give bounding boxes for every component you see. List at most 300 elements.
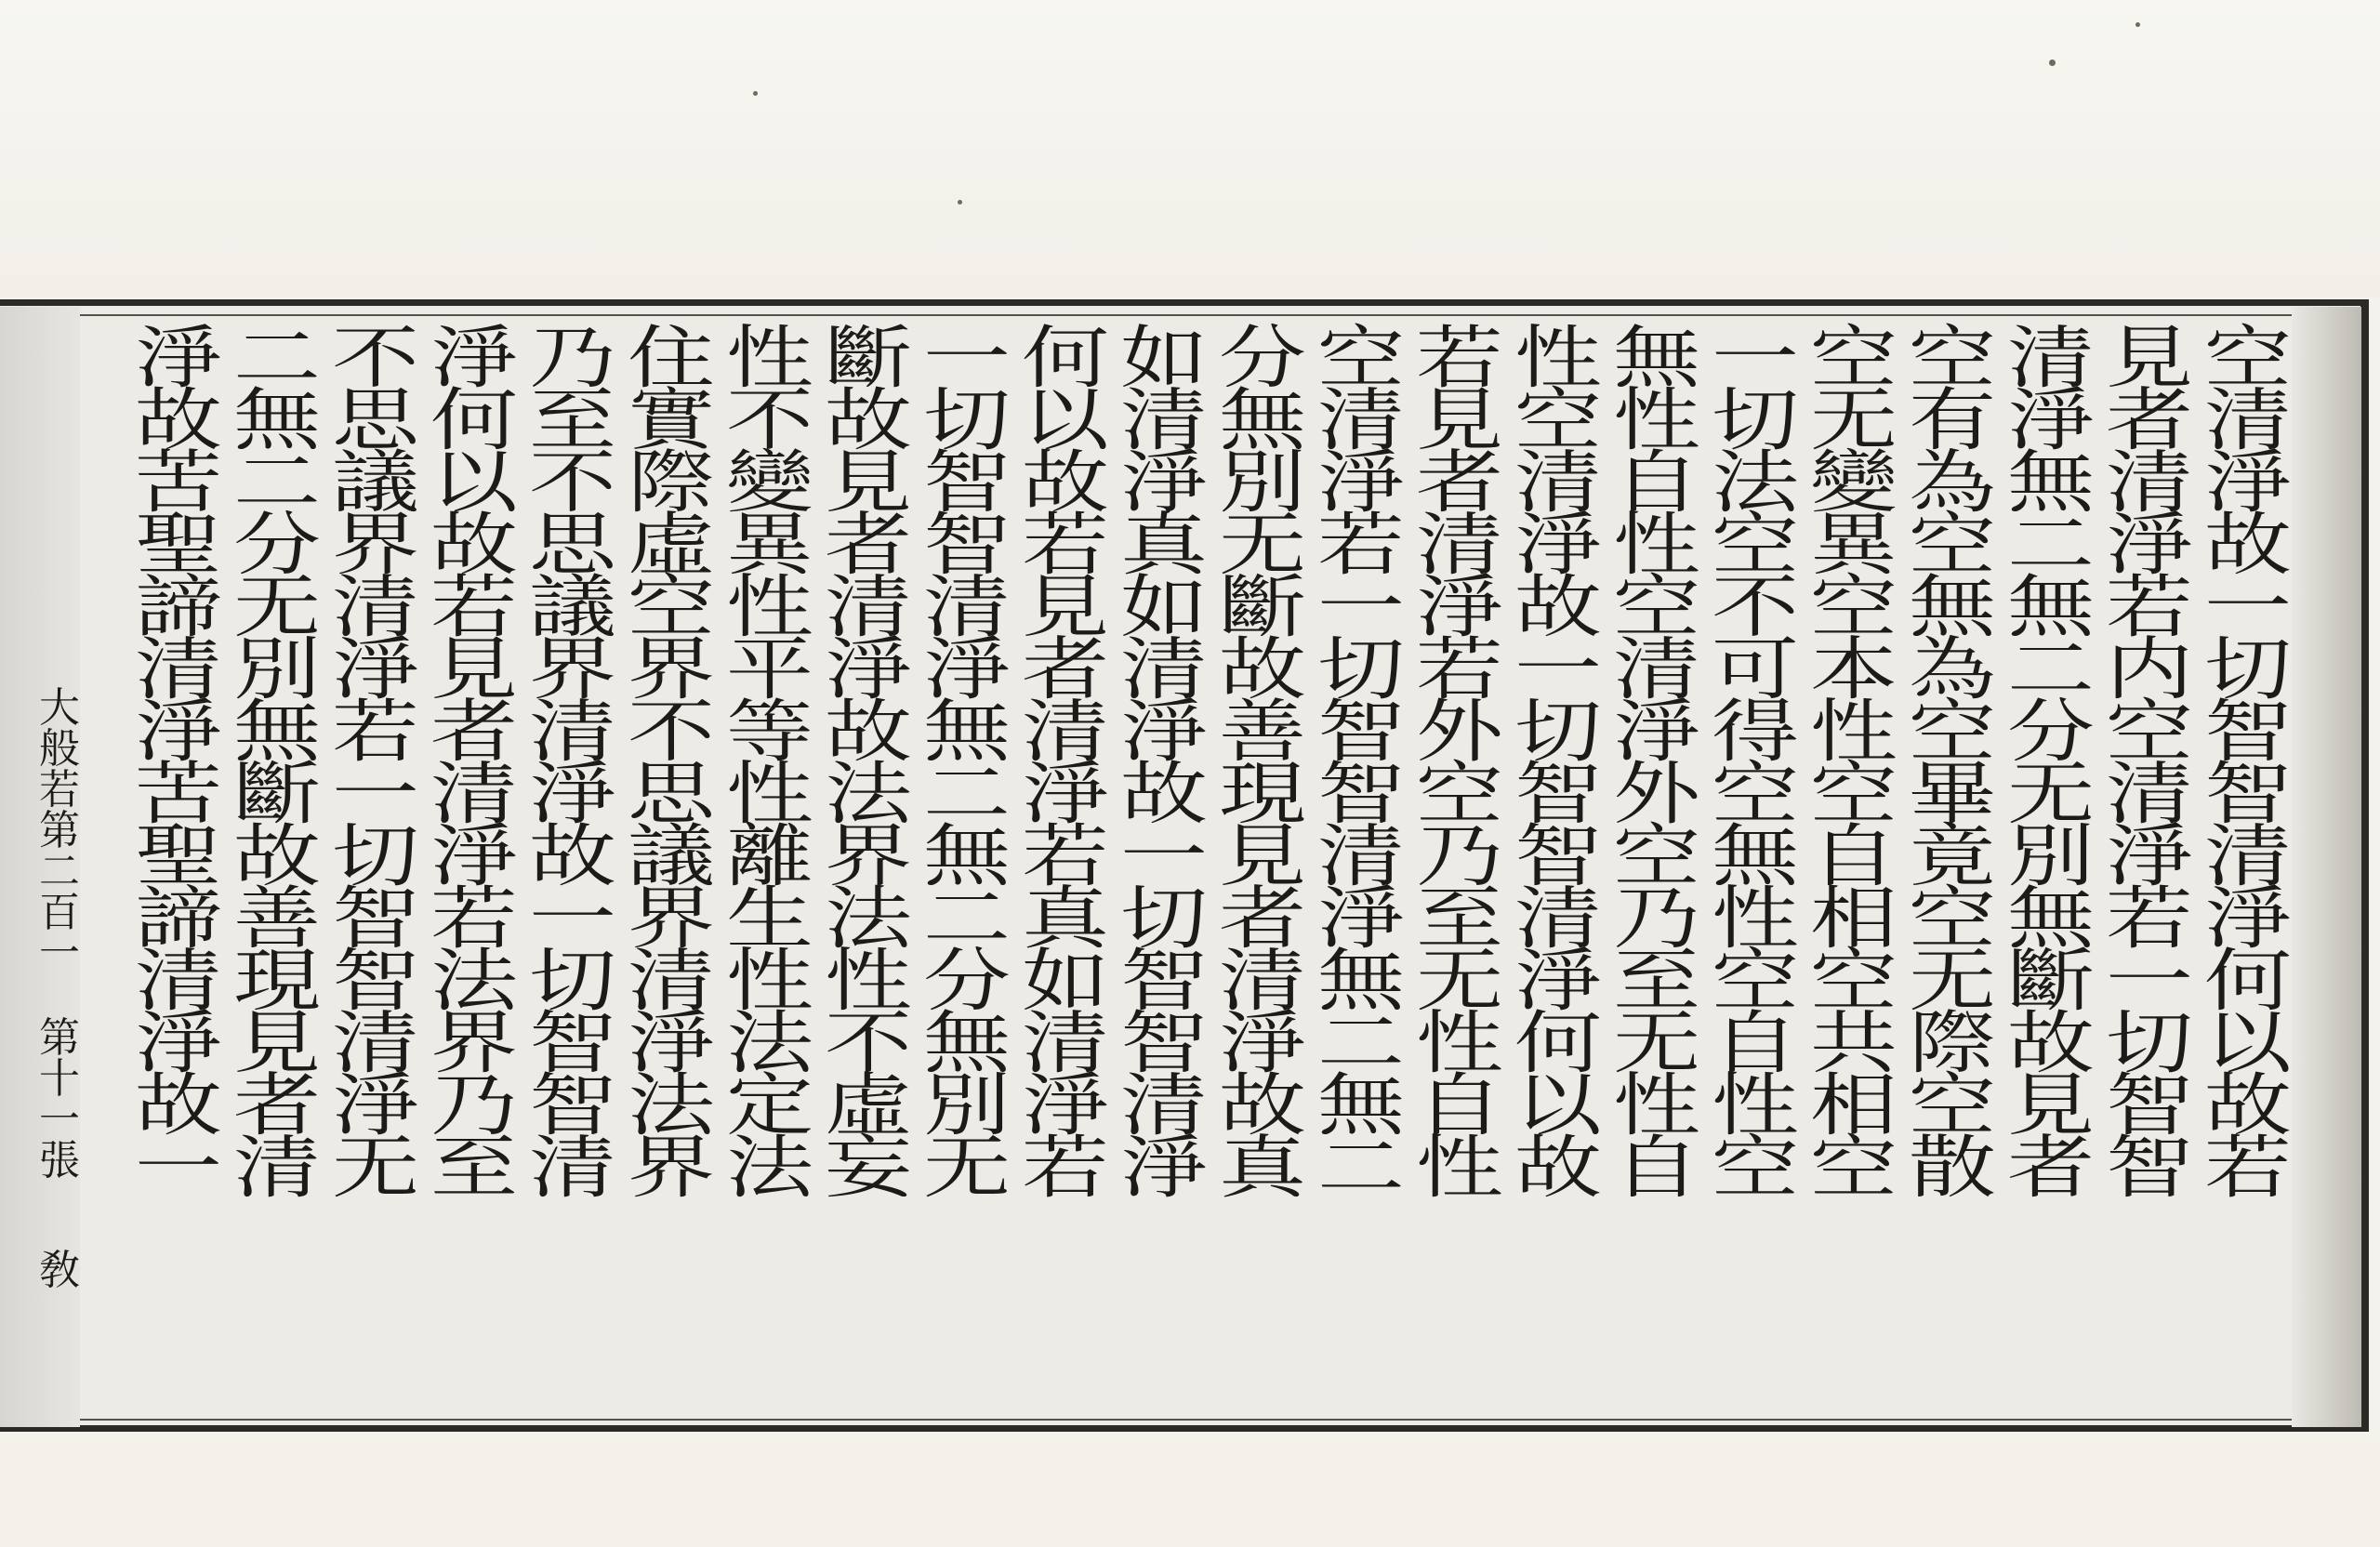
text-glyph: 清 [1119,380,1208,461]
text-glyph: 无 [922,1128,1011,1209]
text-glyph: 一 [2203,567,2292,648]
text-glyph: 空 [1316,318,1405,399]
text-glyph: 妄 [824,1128,912,1209]
text-glyph: 智 [2203,754,2292,835]
text-glyph: 現 [232,941,321,1022]
text-glyph: 清 [824,567,912,648]
text-glyph: 無 [1316,1065,1405,1146]
text-glyph: 聖 [134,816,222,897]
text-glyph: 淨 [1021,1065,1109,1146]
text-column [1210,318,1316,1387]
ink-speck [958,200,962,205]
text-glyph: 淨 [1612,692,1700,773]
text-glyph: 若 [2203,1128,2292,1209]
text-glyph: 清 [1021,692,1109,773]
text-glyph: 空 [1711,941,1799,1022]
text-glyph: 空 [1908,1065,1996,1146]
text-glyph: 清 [1021,1003,1109,1084]
text-glyph: 如 [1021,941,1109,1022]
text-glyph: 界 [627,629,715,710]
text-column [1604,318,1710,1387]
text-glyph: 淨 [824,629,912,710]
text-glyph: 性 [725,941,813,1022]
text-glyph: 自 [1415,1065,1503,1146]
text-glyph: 何 [430,380,518,461]
text-glyph: 界 [430,1003,518,1084]
text-glyph: 空 [1809,941,1897,1022]
text-glyph: 淨 [2203,443,2292,523]
text-glyph: 无 [1612,1003,1700,1084]
text-glyph: 空 [1711,505,1799,586]
text-glyph: 別 [232,629,321,710]
paper-top-margin [0,0,2380,298]
text-glyph: 性 [1612,380,1700,461]
text-column [618,318,724,1387]
text-glyph: 清 [1119,629,1208,710]
text-glyph: 清 [2105,754,2193,835]
margin-glyph: 第 [39,807,80,854]
margin-title-note [39,684,80,977]
text-glyph: 淨 [1316,443,1405,523]
text-glyph: 思 [528,505,616,586]
text-glyph: 清 [1316,816,1405,897]
text-glyph: 畢 [1908,754,1996,835]
text-glyph: 智 [1316,754,1405,835]
text-glyph: 若 [430,567,518,648]
text-glyph: 淨 [1119,692,1208,773]
text-glyph: 性 [1415,1003,1503,1084]
margin-glyph: 大 [39,684,80,732]
text-glyph: 性 [1612,505,1700,586]
text-glyph: 至 [528,380,616,461]
text-glyph: 故 [824,380,912,461]
text-column [1505,318,1611,1387]
text-glyph: 智 [2105,1065,2193,1146]
text-glyph: 無 [922,692,1011,773]
text-glyph: 清 [528,692,616,773]
text-glyph: 聖 [134,505,222,586]
margin-glyph: 百 [39,889,80,936]
text-glyph: 空 [1711,754,1799,835]
text-glyph: 性 [1711,879,1799,959]
text-glyph: 空 [1908,692,1996,773]
text-glyph: 變 [1809,443,1897,523]
text-glyph: 以 [1021,380,1109,461]
text-glyph: 二 [2006,629,2095,710]
text-column [323,318,429,1387]
text-glyph: 見 [430,629,518,710]
text-glyph: 諦 [134,567,222,648]
text-glyph: 思 [627,754,715,835]
text-glyph: 二 [922,879,1011,959]
text-glyph: 界 [627,1128,715,1209]
text-glyph: 无 [1809,380,1897,461]
text-glyph: 淨 [1119,443,1208,523]
text-glyph: 無 [232,692,321,773]
text-glyph: 无 [1415,941,1503,1022]
text-glyph: 不 [824,1003,912,1084]
text-glyph: 乃 [1612,879,1700,959]
text-glyph: 者 [1415,443,1503,523]
text-glyph: 清 [1218,941,1306,1022]
text-glyph: 淨 [331,629,419,710]
text-glyph: 共 [1809,1003,1897,1084]
text-column [1111,318,1217,1387]
text-glyph: 者 [430,692,518,773]
text-glyph: 切 [2105,1003,2193,1084]
text-glyph: 現 [1218,754,1306,835]
text-glyph: 故 [1218,1065,1306,1146]
text-glyph: 離 [725,816,813,897]
text-glyph: 智 [528,1003,616,1084]
text-glyph: 無 [232,380,321,461]
text-glyph: 見 [1021,567,1109,648]
text-glyph: 一 [2105,941,2193,1022]
text-glyph: 空 [1612,816,1700,897]
text-glyph: 淨 [1514,505,1602,586]
text-glyph: 故 [2203,505,2292,586]
text-glyph: 外 [1415,692,1503,773]
text-glyph: 若 [430,879,518,959]
text-column [1308,318,1414,1387]
text-glyph: 一 [922,318,1011,399]
text-glyph: 思 [331,380,419,461]
text-glyph: 清 [1415,505,1503,586]
text-glyph: 切 [1711,380,1799,461]
text-glyph: 議 [331,443,419,523]
text-glyph: 見 [232,1003,321,1084]
text-glyph: 際 [1908,1003,1996,1084]
text-glyph: 故 [528,816,616,897]
text-glyph: 斷 [1218,567,1306,648]
text-glyph: 者 [2006,1128,2095,1209]
text-glyph: 如 [1119,567,1208,648]
text-glyph: 性 [725,567,813,648]
text-glyph: 故 [2203,1065,2292,1146]
text-glyph: 法 [1711,443,1799,523]
text-glyph: 无 [232,567,321,648]
text-glyph: 分 [2006,692,2095,773]
text-glyph: 故 [2006,1003,2095,1084]
text-glyph: 際 [627,443,715,523]
text-glyph: 故 [232,816,321,897]
text-glyph: 何 [1514,1003,1602,1084]
text-glyph: 無 [1612,318,1700,399]
text-glyph: 法 [725,1128,813,1209]
text-column [126,318,231,1387]
text-glyph: 切 [2203,629,2292,710]
text-glyph: 住 [627,318,715,399]
text-glyph: 空 [1415,754,1503,835]
text-glyph: 二 [1316,1128,1405,1209]
text-glyph: 得 [1711,692,1799,773]
text-glyph: 二 [922,754,1011,835]
text-glyph: 者 [232,1065,321,1146]
text-glyph: 智 [1119,941,1208,1022]
text-column [914,318,1020,1387]
text-glyph: 無 [1711,816,1799,897]
text-glyph: 淨 [1316,879,1405,959]
text-glyph: 淨 [1021,754,1109,835]
text-glyph: 若 [1415,629,1503,710]
text-glyph: 散 [1908,1128,1996,1209]
text-column [1899,318,2005,1387]
text-glyph: 空 [1809,318,1897,399]
text-glyph: 善 [232,879,321,959]
text-glyph: 真 [1218,1128,1306,1209]
text-glyph: 不 [1711,567,1799,648]
text-glyph: 淨 [430,318,518,399]
text-glyph: 一 [134,1128,222,1209]
text-glyph: 法 [824,879,912,959]
text-glyph: 乃 [1415,816,1503,897]
text-glyph: 分 [922,941,1011,1022]
text-column [520,318,626,1387]
text-glyph: 何 [1021,318,1109,399]
text-glyph: 平 [725,629,813,710]
text-glyph: 性 [1612,1065,1700,1146]
text-glyph: 界 [824,816,912,897]
text-glyph: 清 [2006,318,2095,399]
text-glyph: 不 [725,380,813,461]
text-glyph: 一 [1514,629,1602,710]
text-glyph: 斷 [2006,941,2095,1022]
text-glyph: 苦 [134,443,222,523]
text-glyph: 無 [1908,567,1996,648]
text-glyph: 分 [232,505,321,586]
text-glyph: 若 [2105,567,2193,648]
text-glyph: 智 [1119,1003,1208,1084]
text-glyph: 切 [1119,879,1208,959]
text-glyph: 智 [1316,692,1405,773]
text-glyph: 性 [725,754,813,835]
text-glyph: 淨 [134,692,222,773]
text-glyph: 法 [627,1065,715,1146]
margin-glyph: 張 [39,1137,80,1184]
text-glyph: 清 [134,629,222,710]
text-glyph: 以 [1514,1065,1602,1146]
text-glyph: 空 [1908,318,1996,399]
text-glyph: 相 [1809,1065,1897,1146]
text-glyph: 淨 [430,816,518,897]
text-glyph: 善 [1218,692,1306,773]
text-glyph: 故 [1514,1128,1602,1209]
text-glyph: 法 [430,941,518,1022]
text-glyph: 淨 [1119,1128,1208,1209]
text-glyph: 淨 [922,629,1011,710]
text-glyph: 空 [1809,754,1897,835]
text-glyph: 空 [1612,567,1700,648]
text-glyph: 相 [1809,879,1897,959]
text-glyph: 切 [331,816,419,897]
text-glyph: 故 [430,505,518,586]
text-glyph: 議 [528,567,616,648]
text-glyph: 別 [2006,816,2095,897]
text-glyph: 定 [725,1065,813,1146]
text-glyph: 故 [824,692,912,773]
text-glyph: 見 [2105,318,2193,399]
text-glyph: 無 [1316,941,1405,1022]
text-glyph: 一 [528,879,616,959]
text-glyph: 淨 [2105,816,2193,897]
text-glyph: 无 [1218,505,1306,586]
text-glyph: 至 [1612,941,1700,1022]
text-glyph: 法 [824,754,912,835]
text-glyph: 智 [1514,816,1602,897]
margin-glyph: 一 [39,930,80,977]
text-glyph: 无 [1908,941,1996,1022]
text-glyph: 生 [725,879,813,959]
text-column [1998,318,2104,1387]
text-glyph: 无 [2006,754,2095,835]
text-glyph: 空 [2105,692,2193,773]
ink-speck [2049,60,2056,66]
text-glyph: 切 [528,941,616,1022]
text-glyph: 淨 [2006,380,2095,461]
text-glyph: 性 [824,941,912,1022]
text-glyph: 別 [1218,443,1306,523]
margin-glyph: 十 [39,1055,80,1103]
text-glyph: 至 [1415,879,1503,959]
margin-glyph: 一 [39,1096,80,1144]
text-glyph: 性 [725,318,813,399]
text-glyph: 淨 [528,754,616,835]
text-glyph: 虛 [627,505,715,586]
text-glyph: 變 [725,443,813,523]
text-glyph: 二 [2006,505,2095,586]
text-glyph: 為 [1908,629,1996,710]
margin-glyph: 若 [39,766,80,813]
text-glyph: 法 [725,1003,813,1084]
text-glyph: 見 [824,443,912,523]
text-glyph: 切 [922,380,1011,461]
text-glyph: 空 [627,567,715,648]
text-glyph: 外 [1612,754,1700,835]
text-glyph: 若 [1021,816,1109,897]
text-glyph: 故 [1514,567,1602,648]
text-glyph: 不 [627,692,715,773]
text-column [1702,318,1808,1387]
text-glyph: 界 [331,505,419,586]
text-glyph: 智 [2105,1128,2193,1209]
text-glyph: 何 [2203,941,2292,1022]
text-glyph: 淨 [1514,941,1602,1022]
text-glyph: 自 [1612,443,1700,523]
text-glyph: 智 [922,505,1011,586]
text-glyph: 清 [2203,380,2292,461]
text-glyph: 清 [430,754,518,835]
text-glyph: 若 [1415,318,1503,399]
text-glyph: 異 [725,505,813,586]
text-glyph: 空 [1908,879,1996,959]
text-glyph: 无 [331,1128,419,1209]
text-glyph: 不 [331,318,419,399]
text-glyph: 自 [1612,1128,1700,1209]
text-glyph: 有 [1908,380,1996,461]
right-edge-shadow [2292,307,2361,1427]
text-glyph: 智 [528,1065,616,1146]
text-column [421,318,527,1387]
text-glyph: 清 [2105,443,2193,523]
text-glyph: 淨 [2105,505,2193,586]
text-glyph: 見 [1218,816,1306,897]
text-glyph: 清 [528,1128,616,1209]
text-glyph: 真 [1119,505,1208,586]
text-column [2195,318,2301,1387]
text-glyph: 無 [2006,879,2095,959]
margin-carver-mark [39,1247,80,1294]
margin-glyph: 敎 [39,1247,80,1294]
text-glyph: 清 [134,941,222,1022]
text-glyph: 内 [2105,629,2193,710]
text-glyph: 空 [1711,1128,1799,1209]
text-glyph: 淨 [134,318,222,399]
text-glyph: 諦 [134,879,222,959]
text-glyph: 故 [134,380,222,461]
text-glyph: 一 [1119,816,1208,897]
text-glyph: 無 [2006,567,2095,648]
text-glyph: 不 [528,443,616,523]
text-glyph: 空 [2203,318,2292,399]
text-glyph: 實 [627,380,715,461]
text-glyph: 空 [1809,1128,1897,1209]
text-glyph: 斷 [232,754,321,835]
text-glyph: 清 [331,567,419,648]
paper-bottom-margin [0,1436,2380,1547]
text-glyph: 無 [1218,380,1306,461]
text-glyph: 等 [725,692,813,773]
text-glyph: 虛 [824,1065,912,1146]
text-column [1407,318,1513,1387]
text-glyph: 以 [430,443,518,523]
text-glyph: 異 [1809,505,1897,586]
text-glyph: 清 [922,567,1011,648]
text-glyph: 別 [922,1065,1011,1146]
text-glyph: 淨 [1415,567,1503,648]
text-glyph: 自 [1809,816,1897,897]
text-glyph: 乃 [528,318,616,399]
text-glyph: 至 [430,1128,518,1209]
text-column [2096,318,2202,1387]
text-glyph: 者 [2105,380,2193,461]
text-glyph: 無 [922,816,1011,897]
text-glyph: 淨 [1218,1003,1306,1084]
text-column [815,318,921,1387]
text-glyph: 苦 [134,754,222,835]
text-glyph: 淨 [134,1003,222,1084]
text-glyph: 分 [1218,318,1306,399]
text-glyph: 智 [331,879,419,959]
text-glyph: 智 [2203,692,2292,773]
text-glyph: 二 [232,318,321,399]
text-glyph: 空 [1908,505,1996,586]
text-glyph: 清 [2203,816,2292,897]
text-glyph: 故 [134,1065,222,1146]
text-glyph: 清 [1612,629,1700,710]
text-glyph: 乃 [430,1065,518,1146]
text-glyph: 若 [1021,505,1109,586]
text-glyph: 者 [824,505,912,586]
text-glyph: 若 [331,692,419,773]
text-glyph: 如 [1119,318,1208,399]
text-glyph: 智 [922,443,1011,523]
text-glyph: 清 [1316,380,1405,461]
text-glyph: 者 [1218,879,1306,959]
text-glyph: 見 [1415,380,1503,461]
text-glyph: 性 [1711,1065,1799,1146]
text-column [1801,318,1907,1387]
text-glyph: 切 [1514,692,1602,773]
